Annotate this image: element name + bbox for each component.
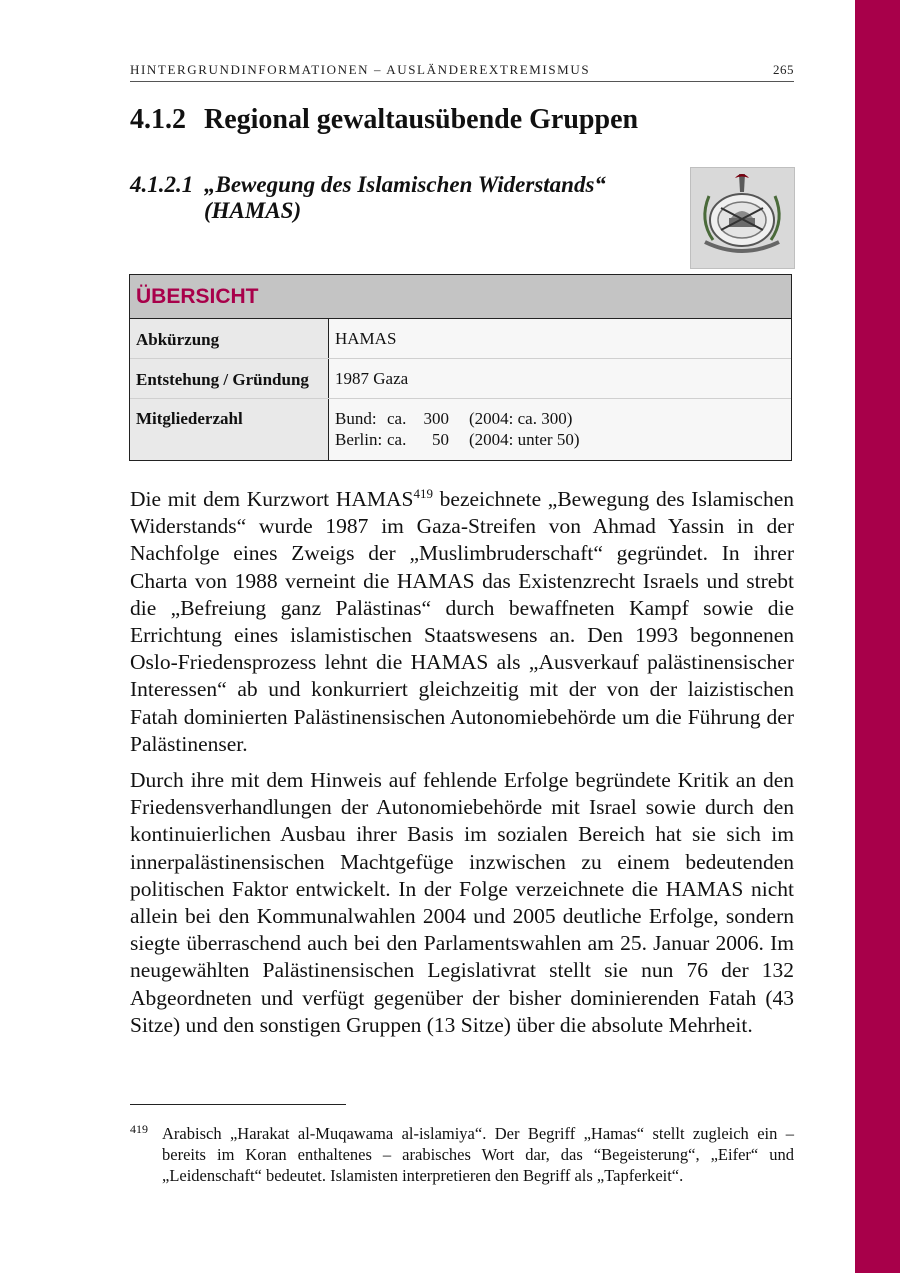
row-value: 1987 Gaza [335,369,409,388]
footnote-text: Arabisch „Harakat al-Muqawama al-islamiya“. Der Begriff „Hamas“ stellt zugleich ein – bereits im Koran enthaltenes – arabisches Wort dar, das “Begeisterung“, „Eifer“ und „Leidenschaft“ bedeutet. Islamisten interpretieren den Begriff als „Tapferkeit“. [162,1124,794,1185]
row-label: Abkürzung [136,330,220,349]
section-title: Regional gewaltausübende Gruppen [204,104,639,135]
overview-table [129,274,792,461]
table-row [130,359,791,399]
subsection-title-line2: (HAMAS) [204,198,302,223]
page-number: 265 [773,62,794,77]
overview-header [130,275,791,319]
footnote [130,1123,794,1186]
subsection-number: 4.1.2.1 [130,172,194,197]
member-count-bund: Bund: ca. 300 (2004: ca. 300) [335,409,573,428]
body-paragraph-2: Durch ihre mit dem Hinweis auf fehlende Erfolge begründete Kritik an den Friedensverhandlungen der Autonomiebehörde mit Israel sowie durch den kontinuierlichen Ausbau ihrer Basis im sozialen Bereich hat sie sich im innerpalästinensischen Machtgefüge inzwischen zu einem bedeutenden politischen Faktor entwickelt. In der Folge verzeichnete die HAMAS nicht allein bei den Kommunalwahlen 2004 und 2005 deutliche Erfolge, sondern siegte überraschend auch bei den Parlamentswahlen am 25. Januar 2006. Im neugewählten Palästinensischen Legislativrat stellt sie nun 76 der 132 Abgeordneten und verfügt gegenüber der bisher dominierenden Fatah (43 Sitze) und den sonstigen Gruppen (13 Sitze) über die absolute Mehrheit. [130,768,794,1037]
row-label: Mitgliederzahl [136,409,243,428]
table-row [130,319,791,359]
table-row [130,399,791,460]
running-header [130,62,794,82]
row-value: HAMAS [335,329,397,348]
body-paragraph-1: Die mit dem Kurzwort HAMAS$^{419}$ bezeichnete „Bewegung des Islamischen Widerstands“ wurde 1987 im Gaza-Streifen von Ahmad Yassin in der Nachfolge eines Zweigs der „Muslimbruderschaft“ gegründet. In ihrer Charta von 1988 verneint die HAMAS das Existenzrecht Israels und strebt die „Befreiung ganz Palästinas“ durch bewaffneten Kampf sowie die Errichtung eines islamistischen Staatswesens an. Den 1993 begonnenen Oslo-Friedensprozess lehnt die HAMAS als „Ausverkauf palästinensischer Interessen“ ab und konkurriert gleichzeitig mit der von der laizistischen Fatah dominierten Palästinensischen Autonomiebehörde um die Führung der Palästinenser. [130,486,794,756]
side-color-band [855,0,900,1273]
member-count-berlin: Berlin: ca. 50 (2004: unter 50) [335,430,580,449]
subsection-title-line1: „Bewegung des Islamischen Widerstands“ [204,172,606,197]
hamas-emblem-icon [690,167,795,269]
section-heading [130,104,638,136]
row-label: Entstehung / Gründung [136,370,309,389]
overview-heading: ÜBERSICHT [136,285,259,308]
section-number: 4.1.2 [130,104,186,135]
footnote-number: 419 [130,1122,148,1136]
footnote-rule [130,1104,346,1105]
footnote-ref: 419 [413,486,433,501]
running-header-title: HINTERGRUNDINFORMATIONEN – AUSLÄNDEREXTREMISMUS [130,62,591,77]
